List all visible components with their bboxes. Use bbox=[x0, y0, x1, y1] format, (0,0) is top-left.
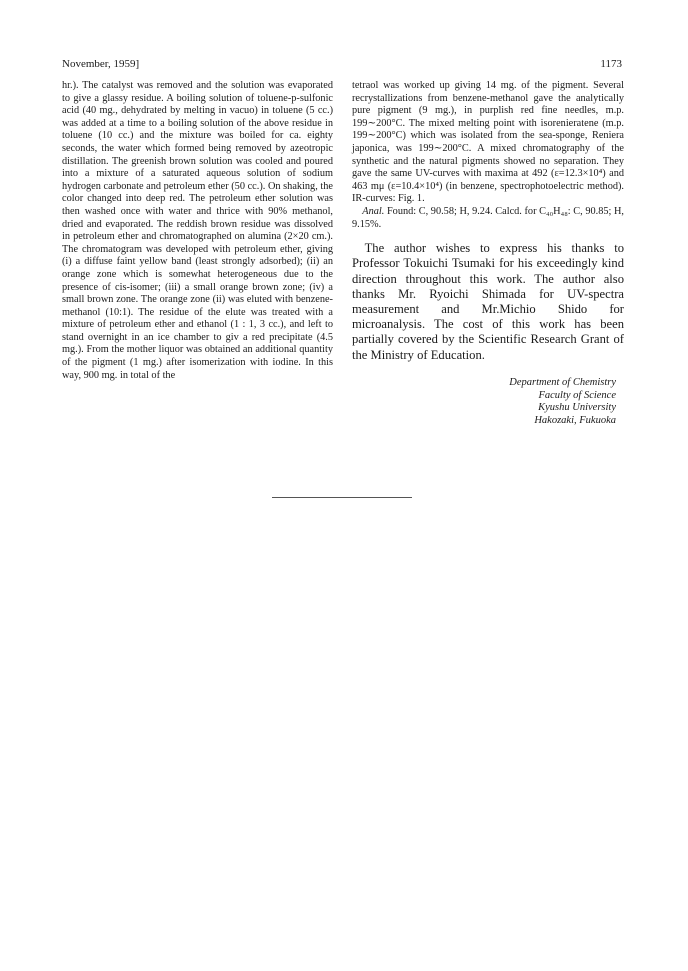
affiliation-faculty: Faculty of Science bbox=[538, 389, 616, 401]
analysis-label: Anal. bbox=[362, 205, 385, 217]
acknowledgement-paragraph: The author wishes to express his thanks to Professor Tokuichi Tsumaki for his exceedingly kind direction throughout this work. The author also thanks Mr. Ryoichi Shimada for UV-spectra measurement and Mr.Michio Shido for microanalysis. The cost of this work has been partially covered by the Scientific Research Grant of the Ministry of Education. bbox=[352, 241, 624, 362]
left-column bbox=[62, 80, 333, 382]
results-paragraph: tetraol was worked up giving 14 mg. of the pigment. Several recrystallizations from benzene-methanol gave the analytically pure pigment (9 mg.), in purplish red fine needles, m.p. 199∼200°C. The mixed melting point with isorenieratene (m.p. 199∼200°C) which was isolated from the sea-sponge, Reniera japonica, was 199∼200°C. A mixed chromatography of the synthetic and the natural pigments showed no separation. They gave the same UV-curves with maxima at 492 (ε=12.3×10⁴) and 463 mμ (ε=10.4×10⁴) (in benzene, spectrophotoelectric method). IR-curves: Fig. 1. bbox=[352, 80, 624, 205]
running-header bbox=[62, 58, 622, 74]
issue-date: November, 1959] bbox=[62, 58, 140, 70]
page-number: 1173 bbox=[600, 58, 622, 70]
end-rule bbox=[272, 497, 412, 498]
analysis-text: Found: C, 90.58; H, 9.24. Calcd. for C₄₀H₄₈: C, 90.85; H, 9.15%. bbox=[352, 205, 624, 230]
affiliation-location: Hakozaki, Fukuoka bbox=[534, 415, 616, 427]
experimental-paragraph: hr.). The catalyst was removed and the solution was evaporated to give a glassy residue. A boiling solution of toluene-p-sulfonic acid (40 mg., dehydrated by melting in vacuo) in toluene (5 cc.) was added at a time to a boiling solution of the above residue in toluene (10 cc.) and the mixture was boiled for ca. eighty seconds, the water which formed being removed by azeotropic distillation. The greenish brown solution was cooled and poured into a mixture of a saturated aqueous solution of sodium hydrogen carbonate and petroleum ether (50 cc.). On shaking, the color changed into deep red. The petroleum ether solution was then washed once with water and thrice with 90% methanol, dried and evaporated. The reddish brown residue was dissolved in petroleum ether and chromatographed on alumina (2×20 cm.). The chromatogram was developed with petroleum ether, giving (i) a diffuse faint yellow band (least strongly adsorbed); (ii) an orange zone which is somewhat heterogeneous due to the presence of cis-isomer; (iii) a small orange brown zone; (iv) a small brown zone. The orange zone (ii) was eluted with benzene-methanol (10:1). The residue of the elute was treated with a mixture of petroleum ether and ethanol (1 : 1, 3 cc.), and left to stand overnight in an ice chamber to giv a red precipitate (4.5 mg.). From the mother liquor was obtained an additional quantity of the pigment (1 mg.) after isomerization with iodine. In this way, 900 mg. in total of the bbox=[62, 80, 333, 381]
affiliation-department: Department of Chemistry bbox=[509, 376, 616, 388]
author-affiliation bbox=[352, 377, 624, 428]
affiliation-university: Kyushu University bbox=[538, 402, 616, 414]
analysis-paragraph bbox=[352, 206, 624, 231]
right-column bbox=[352, 80, 624, 428]
